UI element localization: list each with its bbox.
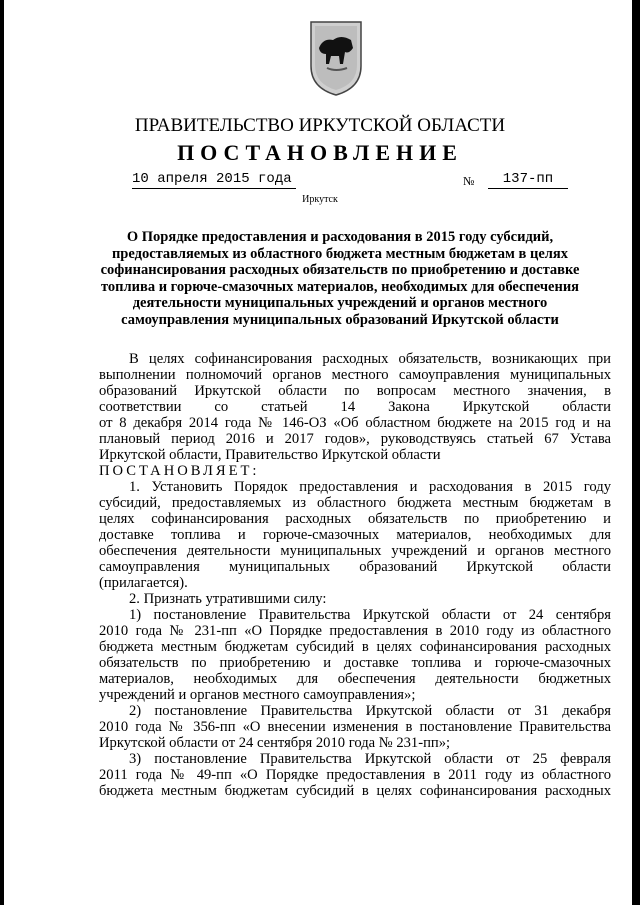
number-sign: №: [463, 174, 475, 188]
body-line: (прилагается).: [99, 575, 188, 591]
body-line: 1) постановление Правительства Иркутской области от 24 сентября: [129, 607, 611, 623]
body-line: 2. Признать утратившими силу:: [129, 591, 327, 607]
title-line: топлива и горюче-смазочных материалов, необходимых для обеспечения: [100, 278, 580, 295]
city: Иркутск: [302, 194, 338, 205]
body-line: 1. Установить Порядок предоставления и расходования в 2015 году: [129, 479, 611, 495]
government-name: ПРАВИТЕЛЬСТВО ИРКУТСКОЙ ОБЛАСТИ: [134, 115, 506, 136]
body-line: самоуправления муниципальных образований Иркутской области: [99, 559, 611, 575]
body-line: В целях софинансирования расходных обязательств, возникающих при: [129, 351, 611, 367]
body-line: целях софинансирования расходных обязательств по приобретению и: [99, 511, 611, 527]
document-type: ПОСТАНОВЛЕНИЕ: [177, 140, 463, 165]
title-line: О Порядке предоставления и расходования в 2015 году субсидий,: [126, 229, 554, 245]
body-line: обеспечения деятельности муниципальных учреждений и органов местного: [99, 543, 611, 559]
resolution-word: ПОСТАНОВЛЯЕТ:: [99, 463, 260, 479]
body-line: материалов, необходимых для обеспечения деятельности бюджетных: [99, 671, 611, 687]
body-line: бюджета местным бюджетам субсидий в целях софинансирования расходных: [99, 783, 611, 799]
body-line: 2) постановление Правительства Иркутской области от 31 декабря: [129, 703, 611, 719]
body-line: образований Иркутской области по вопросам местного значения, в: [99, 383, 611, 399]
body-line: 2011 года № 49-пп «О Порядке предоставления в 2011 году из областного: [99, 767, 611, 783]
body-line: обязательств по приобретению и доставке топлива и горюче-смазочных: [99, 655, 611, 671]
body-line: Иркутской области от 24 сентября 2010 года № 231-пп»;: [99, 735, 451, 751]
coat-of-arms-icon: [307, 18, 365, 98]
body-line: 3) постановление Правительства Иркутской области от 25 февраля: [129, 751, 611, 767]
body-line: от 8 декабря 2014 года № 146-ОЗ «Об областном бюджете на 2015 год и на: [99, 415, 611, 431]
document-number: 137-пп: [488, 171, 568, 189]
body-line: 2010 года № 231-пп «О Порядке предоставления в 2010 году из областного: [99, 623, 611, 639]
body-line: соответствии со статьей 14 Закона Иркутской области: [99, 399, 611, 415]
title-line: софинансирования расходных обязательств по приобретению и доставке: [100, 262, 580, 278]
document-title: [100, 229, 580, 328]
title-line: деятельности муниципальных учреждений и органов местного: [132, 295, 548, 311]
title-line: самоуправления муниципальных образований Иркутской области: [121, 311, 559, 328]
document-body: [99, 351, 611, 799]
document-date: 10 апреля 2015 года: [132, 171, 296, 189]
title-line: предоставляемых из областного бюджета местным бюджетам в целях: [111, 245, 569, 262]
body-line: 2010 года № 356-пп «О внесении изменения в постановление Правительства: [99, 719, 611, 735]
body-line: учреждений и органов местного самоуправления»;: [99, 687, 416, 703]
body-line: субсидий, предоставляемых из областного бюджета местным бюджетам в: [99, 495, 611, 511]
body-line: Иркутской области, Правительство Иркутской области: [99, 447, 441, 463]
body-line: плановый период 2016 и 2017 годов», руководствуясь статьей 67 Устава: [99, 431, 611, 447]
body-line: бюджета местным бюджетам субсидий в целях софинансирования расходных: [99, 639, 611, 655]
body-line: выполнении полномочий органов местного самоуправления муниципальных: [99, 367, 611, 383]
body-line: доставке топлива и горюче-смазочных материалов, необходимых для: [99, 527, 611, 543]
